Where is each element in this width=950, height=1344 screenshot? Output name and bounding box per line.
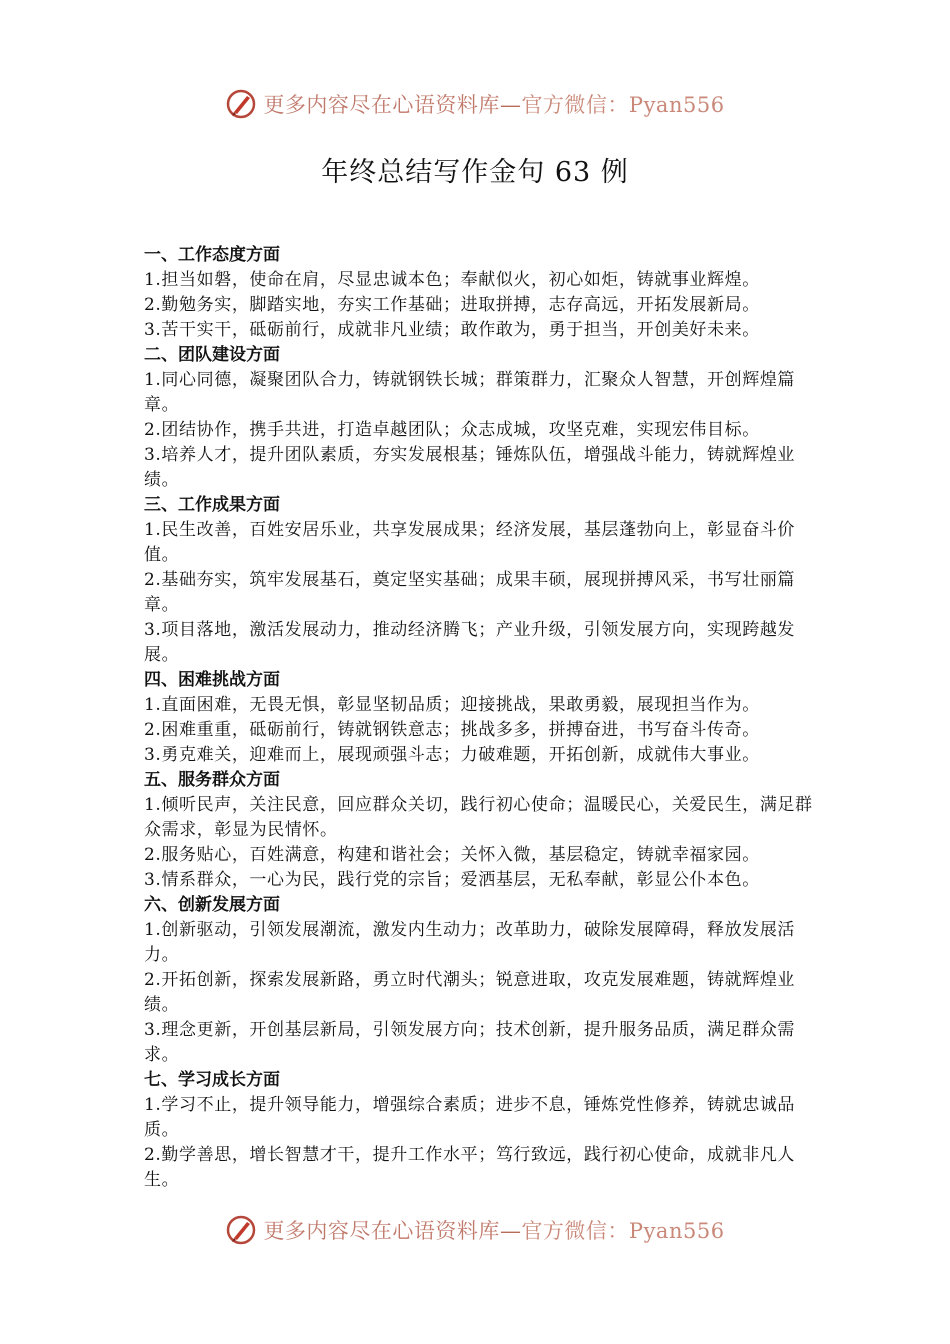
list-item: 1.创新驱动，引领发展潮流，激发内生动力；改革助力，破除发展障碍，释放发展活力。 — [144, 920, 796, 965]
list-item: 2.基础夯实，筑牢发展基石，奠定坚实基础；成果丰硕，展现拼搏风采，书写壮丽篇章。 — [144, 570, 796, 615]
list-item: 2.勤勉务实，脚踏实地，夯实工作基础；进取拼搏，志存高远，开拓发展新局。 — [144, 295, 760, 315]
quill-logo-icon — [225, 1214, 257, 1246]
list-item: 2.勤学善思，增长智慧才干，提升工作水平；笃行致远，践行初心使命，成就非凡人生。 — [144, 1145, 796, 1190]
list-item: 1.担当如磐，使命在肩，尽显忠诚本色；奉献似火，初心如炬，铸就事业辉煌。 — [144, 270, 760, 290]
footer-site-text: 更多内容尽在心语资料库 — [263, 1219, 500, 1243]
list-item: 3.理念更新，开创基层新局，引领发展方向；技术创新，提升服务品质，满足群众需求。 — [144, 1020, 796, 1065]
list-item: 2.团结协作，携手共进，打造卓越团队；众志成城，攻坚克难，实现宏伟目标。 — [144, 420, 760, 440]
section-innovation-development — [144, 893, 816, 1068]
list-item: 3.苦干实干，砥砺前行，成就非凡业绩；敢作敢为，勇于担当，开创美好未来。 — [144, 320, 760, 340]
footer-wechat-text: 官方微信：Pyan556 — [521, 1219, 725, 1243]
header-wechat-text: 官方微信：Pyan556 — [521, 93, 725, 117]
list-item: 3.情系群众，一心为民，践行党的宗旨；爱洒基层，无私奉献，彰显公仆本色。 — [144, 870, 760, 890]
section-heading: 一、工作态度方面 — [144, 245, 280, 265]
section-heading: 五、服务群众方面 — [144, 770, 280, 790]
header-banner-text — [263, 89, 724, 119]
section-heading: 六、创新发展方面 — [144, 895, 280, 915]
list-item: 1.同心同德，凝聚团队合力，铸就钢铁长城；群策群力，汇聚众人智慧，开创辉煌篇章。 — [144, 370, 796, 415]
section-heading: 三、工作成果方面 — [144, 495, 280, 515]
list-item: 2.开拓创新，探索发展新路，勇立时代潮头；锐意进取，攻克发展难题，铸就辉煌业绩。 — [144, 970, 796, 1015]
list-item: 2.服务贴心，百姓满意，构建和谐社会；关怀入微，基层稳定，铸就幸福家园。 — [144, 845, 760, 865]
list-item: 1.学习不止，提升领导能力，增强综合素质；进步不息，锤炼党性修养，铸就忠诚品质。 — [144, 1095, 796, 1140]
footer-watermark-banner — [0, 1210, 950, 1250]
list-item: 3.培养人才，提升团队素质，夯实发展根基；锤炼队伍，增强战斗能力，铸就辉煌业绩。 — [144, 445, 796, 490]
footer-dash: — — [499, 1219, 522, 1243]
list-item: 1.直面困难，无畏无惧，彰显坚韧品质；迎接挑战，果敢勇毅，展现担当作为。 — [144, 695, 760, 715]
section-work-attitude — [144, 243, 816, 343]
list-item: 1.倾听民声，关注民意，回应群众关切，践行初心使命；温暖民心，关爱民生，满足群众需求，彰显为民情怀。 — [144, 795, 813, 840]
section-serving-public — [144, 768, 816, 893]
section-heading: 七、学习成长方面 — [144, 1070, 280, 1090]
document-body — [144, 243, 816, 1193]
section-difficulties-challenges — [144, 668, 816, 768]
list-item: 3.项目落地，激活发展动力，推动经济腾飞；产业升级，引领发展方向，实现跨越发展。 — [144, 620, 796, 665]
header-dash: — — [499, 93, 522, 117]
list-item: 1.民生改善，百姓安居乐业，共享发展成果；经济发展，基层蓬勃向上，彰显奋斗价值。 — [144, 520, 796, 565]
section-team-building — [144, 343, 816, 493]
section-work-results — [144, 493, 816, 668]
list-item: 2.困难重重，砥砺前行，铸就钢铁意志；挑战多多，拼搏奋进，书写奋斗传奇。 — [144, 720, 760, 740]
section-learning-growth — [144, 1068, 816, 1193]
quill-logo-icon — [225, 88, 257, 120]
document-title: 年终总结写作金句 63 例 — [321, 157, 629, 188]
footer-banner-text — [263, 1215, 724, 1245]
header-site-text: 更多内容尽在心语资料库 — [263, 93, 500, 117]
section-heading: 四、困难挑战方面 — [144, 670, 280, 690]
section-heading: 二、团队建设方面 — [144, 345, 280, 365]
header-watermark-banner — [0, 84, 950, 124]
list-item: 3.勇克难关，迎难而上，展现顽强斗志；力破难题，开拓创新，成就伟大事业。 — [144, 745, 760, 765]
